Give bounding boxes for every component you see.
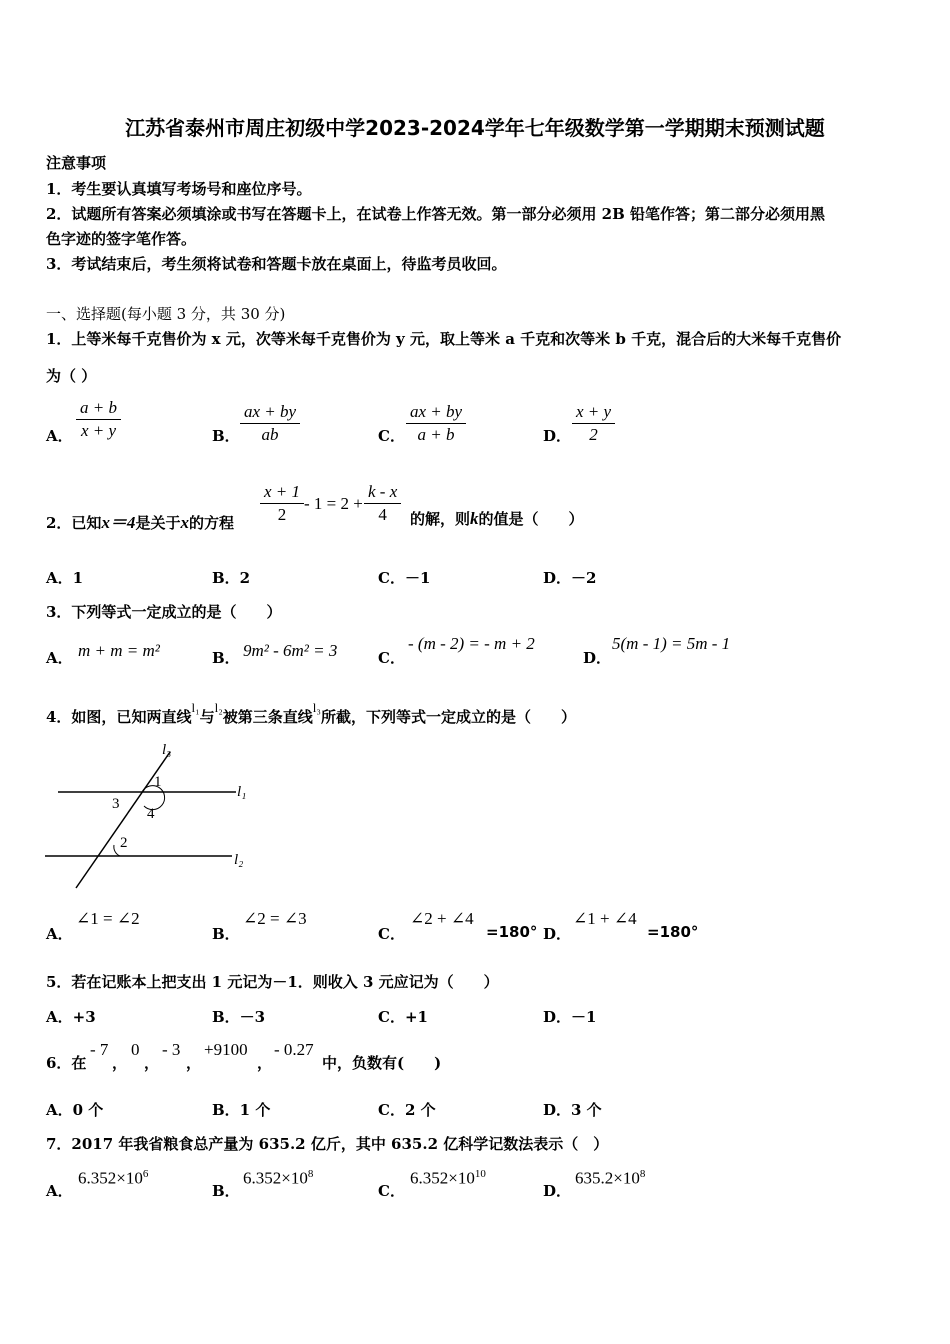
notice-item: 1．考生要认真填写考场号和座位序号。	[46, 180, 312, 198]
q6-separator: ，	[186, 1054, 202, 1072]
numerator: x + 1	[260, 481, 304, 504]
question-5-stem: 5．若在记账本上把支出 1 元记为－1．则收入 3 元应记为（ ）	[46, 973, 499, 991]
q4-option-d-suffix: =180°	[647, 923, 699, 941]
option-label-c: C．	[378, 649, 405, 667]
label-l3: l₃	[162, 742, 172, 758]
q5-option-b: B．－3	[212, 1008, 266, 1026]
q6-number: - 3	[162, 1040, 181, 1059]
q4-post: 所截，下列等式一定成立的是（ ）	[320, 708, 576, 726]
q2-cond: x＝4	[101, 513, 136, 532]
option-label-a: A．	[46, 427, 73, 445]
parallel-lines-figure	[40, 742, 270, 894]
q2-fraction-1	[260, 481, 304, 526]
q4-mid: 被第三条直线	[222, 708, 313, 726]
denominator: 2	[589, 425, 598, 444]
base: 6.352×10	[78, 1168, 143, 1188]
angle-label-4: 4	[147, 806, 155, 822]
line-l3	[76, 752, 170, 888]
numerator: ax + by	[240, 401, 300, 424]
exponent: 8	[307, 1168, 314, 1180]
question-3-stem: 3．下列等式一定成立的是（ ）	[46, 603, 282, 621]
option-label-a: A．	[46, 1182, 73, 1200]
base: 6.352×10	[410, 1168, 475, 1188]
numerator: a + b	[76, 397, 121, 420]
q3-option-d: 5(m - 1) = 5m - 1	[612, 634, 731, 653]
base: 6.352×10	[243, 1168, 308, 1188]
option-label-b: B．	[212, 649, 240, 667]
q7-option-d	[575, 1168, 645, 1189]
q3-option-a: m + m = m²	[78, 641, 160, 660]
denominator: 4	[378, 505, 387, 524]
question-6-pre: 6．在	[46, 1054, 87, 1072]
q6-option-d: D．3 个	[543, 1101, 602, 1119]
denominator: x + y	[80, 421, 117, 440]
q2-post1: 的解，则	[410, 510, 471, 528]
q6-separator: ，	[257, 1054, 273, 1072]
q5-option-a: A．+3	[46, 1008, 96, 1026]
option-label-a: A．	[46, 649, 73, 667]
option-label-c: C．	[378, 427, 405, 445]
q2-pre: 2．已知	[46, 514, 102, 532]
q2-var: x	[180, 513, 189, 532]
q1-option-c-fraction	[406, 401, 466, 446]
base: 635.2×10	[575, 1168, 640, 1188]
q6-separator: ，	[144, 1054, 160, 1072]
option-label-d: D．	[543, 427, 572, 445]
q6-option-c: C．2 个	[378, 1101, 436, 1119]
q6-option-a: A．0 个	[46, 1101, 104, 1119]
q4-option-c-suffix: =180°	[486, 923, 538, 941]
option-label-b: B．	[212, 427, 240, 445]
q4-l2: l₂	[214, 700, 223, 715]
q6-number: - 0.27	[274, 1040, 314, 1059]
question-1-stem: 1．上等米每千克售价为 x 元，次等米每千克售价为 y 元，取上等米 a 千克和次等米 b 千克，混合后的大米每千克售价	[46, 330, 842, 348]
q2-option-c: C．－1	[378, 569, 431, 587]
denominator: ab	[261, 425, 279, 444]
q4-and: 与	[199, 708, 215, 726]
q5-option-d: D．－1	[543, 1008, 597, 1026]
exponent: 8	[639, 1168, 646, 1180]
numerator: x + y	[572, 401, 615, 424]
q7-option-a	[78, 1168, 148, 1189]
q7-option-b	[243, 1168, 313, 1189]
option-label-b: B．	[212, 925, 240, 943]
exponent: 6	[142, 1168, 149, 1180]
q2-mid: 是关于	[135, 514, 181, 532]
q5-option-c: C．+1	[378, 1008, 428, 1026]
question-2-stem-end	[410, 508, 584, 529]
q4-l3: l₃	[312, 700, 321, 715]
numerator: k - x	[364, 481, 401, 504]
q2-option-d: D．－2	[543, 569, 597, 587]
option-label-d: D．	[543, 925, 572, 943]
q6-option-b: B．1 个	[212, 1101, 271, 1119]
denominator: 2	[277, 505, 287, 524]
option-label-c: C．	[378, 925, 405, 943]
denominator: a + b	[417, 425, 455, 444]
q4-option-c: ∠2 + ∠4	[410, 909, 474, 928]
question-7-stem: 7．2017 年我省粮食总产量为 635.2 亿斤，其中 635.2 亿科学记数法表示（ ）	[46, 1135, 609, 1153]
angle-label-1: 1	[154, 774, 162, 790]
q2-post2: 的值是（ ）	[478, 510, 584, 528]
q2-kvar: k	[470, 509, 479, 528]
question-6-post: 中，负数有( )	[322, 1054, 442, 1072]
q7-option-c	[410, 1168, 486, 1189]
angle-label-3: 3	[112, 796, 120, 812]
option-label-d: D．	[543, 1182, 572, 1200]
section-heading: 一、选择题(每小题 3 分，共 30 分)	[46, 305, 286, 323]
question-1-stem-cont: 为（ ）	[46, 367, 97, 385]
numerator: ax + by	[406, 401, 466, 424]
q1-option-a-fraction	[76, 397, 121, 442]
notice-heading: 注意事项	[46, 154, 107, 172]
option-label-d: D．	[583, 649, 612, 667]
q4-option-d: ∠1 + ∠4	[573, 909, 637, 928]
q2-mid2: 的方程	[188, 514, 234, 532]
q4-pre: 4．如图，已知两直线	[46, 708, 192, 726]
q3-option-c: - (m - 2) = - m + 2	[408, 634, 535, 653]
q6-separator: ，	[112, 1054, 128, 1072]
q4-option-b: ∠2 = ∠3	[243, 909, 307, 928]
q1-option-d-fraction	[572, 401, 615, 446]
q2-option-a: A．1	[46, 569, 84, 587]
q6-number: +9100	[204, 1040, 248, 1059]
q2-fraction-2	[364, 481, 401, 526]
option-label-c: C．	[378, 1182, 405, 1200]
q2-equation-middle: - 1 = 2 +	[304, 494, 363, 513]
q6-number: - 7	[90, 1040, 109, 1059]
page-title: 江苏省泰州市周庄初级中学2023-2024学年七年级数学第一学期期末预测试题	[125, 116, 825, 140]
q4-l1: l₁	[191, 700, 200, 715]
exponent: 10	[474, 1168, 486, 1180]
question-4-stem	[46, 700, 576, 727]
q1-option-b-fraction	[240, 401, 300, 446]
q4-option-a: ∠1 = ∠2	[76, 909, 140, 928]
angle-label-2: 2	[120, 835, 128, 851]
q3-option-b: 9m² - 6m² = 3	[243, 641, 338, 660]
notice-item: 色字迹的签字笔作答。	[46, 230, 197, 248]
option-label-a: A．	[46, 925, 73, 943]
question-2-stem	[46, 508, 234, 533]
label-l2: l₂	[234, 852, 244, 868]
option-label-b: B．	[212, 1182, 240, 1200]
q2-option-b: B．2	[212, 569, 251, 587]
notice-item: 2．试题所有答案必须填涂或书写在答题卡上，在试卷上作答无效。第一部分必须用 2B 铅笔作答；第二部分必须用黑	[46, 205, 826, 223]
label-l1: l₁	[237, 784, 247, 800]
notice-item: 3．考试结束后，考生须将试卷和答题卡放在桌面上，待监考员收回。	[46, 255, 507, 273]
q6-number: 0	[131, 1040, 140, 1059]
